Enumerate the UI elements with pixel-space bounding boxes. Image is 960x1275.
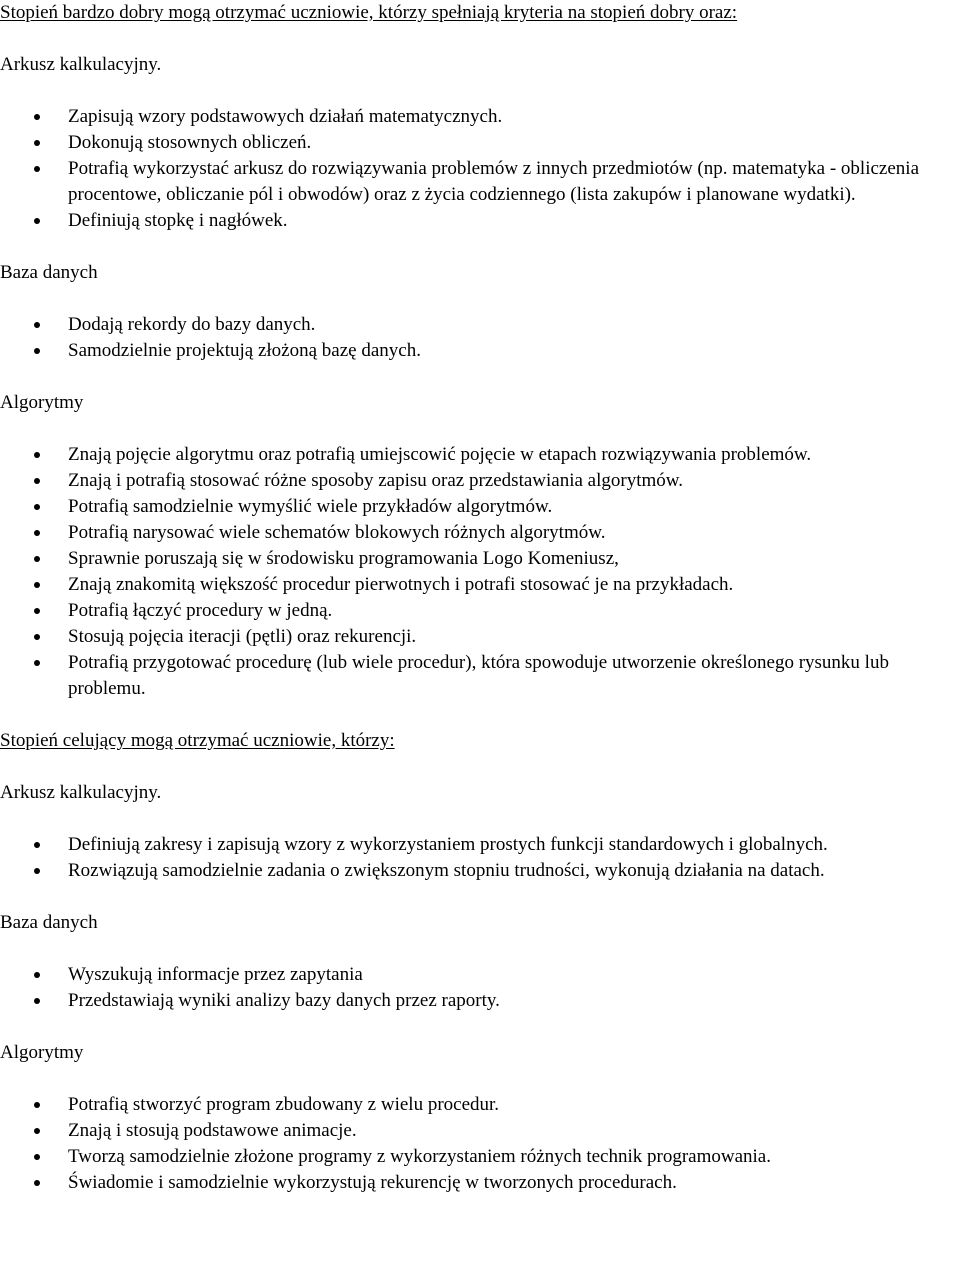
- bullet-list: [0, 962, 960, 1014]
- list-item: [0, 962, 960, 988]
- list-item-text: Wyszukują informacje przez zapytania: [68, 964, 363, 985]
- bullet-icon: [34, 582, 40, 588]
- list-item-text: Znają i stosują podstawowe animacje.: [68, 1120, 357, 1141]
- bullet-icon: [34, 218, 40, 224]
- bullet-icon: [34, 478, 40, 484]
- list-item-text: Zapisują wzory podstawowych działań matematycznych.: [68, 106, 503, 127]
- list-item-text: Samodzielnie projektują złożoną bazę danych.: [68, 340, 421, 361]
- bullet-icon: [34, 634, 40, 640]
- list-item: [0, 520, 960, 546]
- list-item: [0, 1170, 960, 1196]
- bullet-icon: [34, 868, 40, 874]
- list-item-text: Dokonują stosownych obliczeń.: [68, 132, 312, 153]
- bullet-icon: [34, 530, 40, 536]
- list-item: [0, 650, 960, 702]
- list-item-text: Znają znakomitą większość procedur pierwotnych i potrafi stosować je na przykładach.: [68, 574, 734, 595]
- section-excellent: [0, 728, 960, 1196]
- section-heading: Stopień bardzo dobry mogą otrzymać uczniowie, którzy spełniają kryteria na stopień dobry oraz:: [0, 2, 738, 23]
- list-item-text: Potrafią stworzyć program zbudowany z wielu procedur.: [68, 1094, 500, 1115]
- bullet-icon: [34, 452, 40, 458]
- list-item: [0, 572, 960, 598]
- list-item: [0, 1092, 960, 1118]
- list-item-text: Znają i potrafią stosować różne sposoby zapisu oraz przedstawiania algorytmów.: [68, 470, 684, 491]
- list-item-text: Tworzą samodzielnie złożone programy z wykorzystaniem różnych technik programowania.: [68, 1146, 771, 1167]
- list-item-text: Potrafią przygotować procedurę (lub wiele procedur), która spowoduje utworzenie określonego rysunku lub problemu.: [68, 652, 889, 699]
- list-item: [0, 858, 960, 884]
- group-algorithms: [0, 1040, 960, 1196]
- list-item: [0, 624, 960, 650]
- list-item: [0, 598, 960, 624]
- list-item-text: Dodają rekordy do bazy danych.: [68, 314, 316, 335]
- list-item: [0, 988, 960, 1014]
- group-title: Arkusz kalkulacyjny.: [0, 54, 162, 75]
- list-item-text: Przedstawiają wyniki analizy bazy danych przez raporty.: [68, 990, 500, 1011]
- bullet-icon: [34, 348, 40, 354]
- list-item: [0, 546, 960, 572]
- list-item: [0, 130, 960, 156]
- bullet-list: [0, 442, 960, 702]
- list-item: [0, 208, 960, 234]
- bullet-list: [0, 104, 960, 234]
- group-algorithms: [0, 390, 960, 702]
- list-item: [0, 832, 960, 858]
- group-database: [0, 910, 960, 1014]
- bullet-icon: [34, 556, 40, 562]
- bullet-icon: [34, 1128, 40, 1134]
- list-item-text: Potrafią wykorzystać arkusz do rozwiązywania problemów z innych przedmiotów (np. matematyka - obliczenia procentowe, obliczanie pól i obwodów) oraz z życia codziennego (lista zakupów i planowane wydatki).: [68, 158, 920, 205]
- list-item-text: Potrafią narysować wiele schematów blokowych różnych algorytmów.: [68, 522, 606, 543]
- group-title: Baza danych: [0, 262, 98, 283]
- bullet-icon: [34, 322, 40, 328]
- bullet-list: [0, 832, 960, 884]
- bullet-icon: [34, 608, 40, 614]
- list-item-text: Znają pojęcie algorytmu oraz potrafią umiejscowić pojęcie w etapach rozwiązywania problemów.: [68, 444, 812, 465]
- group-title: Baza danych: [0, 912, 98, 933]
- bullet-icon: [34, 972, 40, 978]
- bullet-icon: [34, 660, 40, 666]
- list-item: [0, 494, 960, 520]
- group-spreadsheet: [0, 780, 960, 884]
- list-item: [0, 1144, 960, 1170]
- bullet-list: [0, 312, 960, 364]
- list-item: [0, 1118, 960, 1144]
- group-title: Arkusz kalkulacyjny.: [0, 782, 162, 803]
- bullet-icon: [34, 114, 40, 120]
- bullet-icon: [34, 504, 40, 510]
- bullet-icon: [34, 998, 40, 1004]
- bullet-icon: [34, 1154, 40, 1160]
- list-item-text: Definiują zakresy i zapisują wzory z wykorzystaniem prostych funkcji standardowych i globalnych.: [68, 834, 828, 855]
- group-spreadsheet: [0, 52, 960, 234]
- bullet-icon: [34, 140, 40, 146]
- list-item-text: Świadomie i samodzielnie wykorzystują rekurencję w tworzonych procedurach.: [68, 1172, 677, 1193]
- bullet-icon: [34, 842, 40, 848]
- section-heading: Stopień celujący mogą otrzymać uczniowie, którzy:: [0, 730, 395, 751]
- list-item-text: Potrafią samodzielnie wymyślić wiele przykładów algorytmów.: [68, 496, 553, 517]
- bullet-icon: [34, 1180, 40, 1186]
- list-item: [0, 156, 960, 208]
- list-item: [0, 338, 960, 364]
- list-item-text: Stosują pojęcia iteracji (pętli) oraz rekurencji.: [68, 626, 417, 647]
- bullet-list: [0, 1092, 960, 1196]
- list-item-text: Potrafią łączyć procedury w jedną.: [68, 600, 333, 621]
- group-database: [0, 260, 960, 364]
- bullet-icon: [34, 166, 40, 172]
- list-item-text: Rozwiązują samodzielnie zadania o zwiększonym stopniu trudności, wykonują działania na datach.: [68, 860, 825, 881]
- group-title: Algorytmy: [0, 1042, 84, 1063]
- bullet-icon: [34, 1102, 40, 1108]
- list-item: [0, 312, 960, 338]
- list-item: [0, 104, 960, 130]
- group-title: Algorytmy: [0, 392, 84, 413]
- list-item: [0, 442, 960, 468]
- list-item-text: Definiują stopkę i nagłówek.: [68, 210, 288, 231]
- list-item: [0, 468, 960, 494]
- list-item-text: Sprawnie poruszają się w środowisku programowania Logo Komeniusz,: [68, 548, 619, 569]
